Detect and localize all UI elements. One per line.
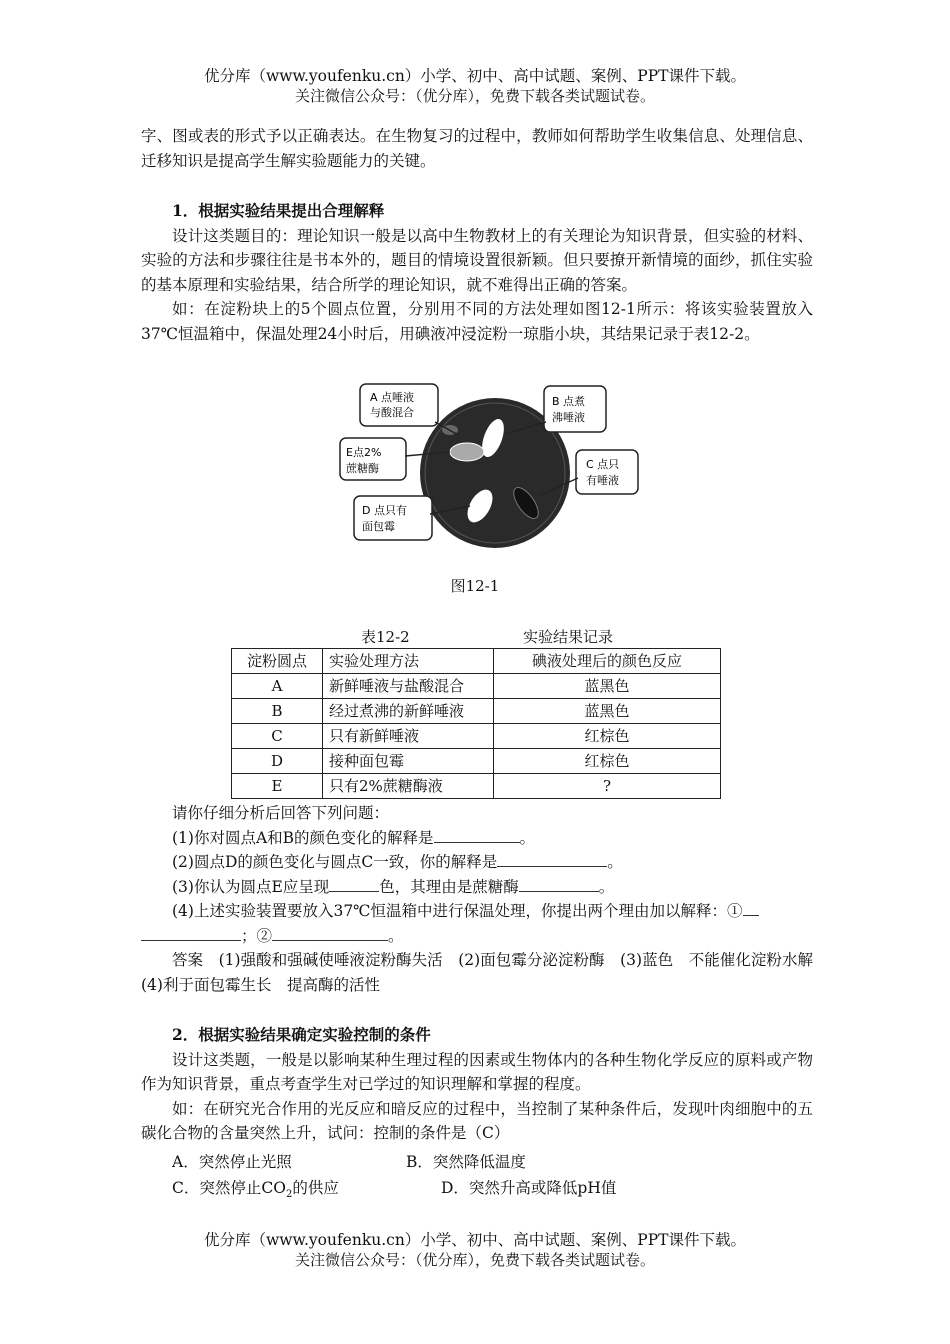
table-cell: E: [232, 774, 323, 799]
question-3-text-a: (3)你认为圆点E应呈现: [172, 877, 330, 896]
answer-blank: [743, 901, 759, 916]
question-1-text: (1)你对圆点A和B的颜色变化的解释是: [172, 828, 434, 847]
question-3: [141, 875, 813, 900]
table-cell: 接种面包霉: [323, 749, 494, 774]
question-4-continued: [141, 924, 813, 949]
answer-blank: [497, 852, 607, 867]
table-cell: D: [232, 749, 323, 774]
section1-paragraph-2: 如：在淀粉块上的5个圆点位置，分别用不同的方法处理如图12-1所示：将该实验装置放入37℃恒温箱中，保温处理24小时后，用碘液冲浸淀粉一琼脂小块，其结果记录于表12-2。: [141, 300, 813, 343]
page-header: [0, 66, 950, 106]
header-line-1: 优分库（www.youfenku.cn）小学、初中、高中试题、案例、PPT课件下载。: [203, 67, 747, 85]
table-row: [232, 749, 721, 774]
table-cell: A: [232, 674, 323, 699]
table-row: [232, 774, 721, 799]
table-row: [232, 674, 721, 699]
table-cell: 新鲜唾液与盐酸混合: [323, 674, 494, 699]
footer-line-2: 关注微信公众号：（优分库），免费下载各类试题试卷。: [294, 1251, 655, 1269]
label-a-line2: 与酸混合: [370, 406, 414, 419]
table-cell: 经过煮沸的新鲜唾液: [323, 699, 494, 724]
table-row: [232, 724, 721, 749]
question-2: [141, 850, 813, 875]
label-b-line1: B 点煮: [552, 395, 586, 408]
table-cell: C: [232, 724, 323, 749]
table-header-cell: 碘液处理后的颜色反应: [494, 649, 721, 674]
label-c-line1: C 点只: [586, 458, 620, 471]
question-2-text: (2)圆点D的颜色变化与圆点C一致，你的解释是: [172, 853, 498, 871]
option-b: B．突然降低温度: [406, 1153, 526, 1171]
question-4: [141, 899, 813, 924]
table-cell: 蓝黑色: [494, 674, 721, 699]
questions-prompt: 请你仔细分析后回答下列问题：: [172, 804, 390, 822]
option-c-sub: 2: [285, 1189, 293, 1201]
option-a: A．突然停止光照: [172, 1153, 292, 1171]
section2-heading: 2．根据实验结果确定实验控制的条件: [172, 1025, 431, 1044]
question-4-period: 。: [388, 926, 404, 945]
table-row: [232, 699, 721, 724]
answer-blank: [141, 926, 241, 941]
table-cell: 蓝黑色: [494, 699, 721, 724]
section1-heading: 1．根据实验结果提出合理解释: [172, 201, 385, 220]
option-c: [172, 1176, 339, 1200]
page-footer: [0, 1230, 950, 1270]
results-table: [231, 648, 721, 799]
table-cell: 红棕色: [494, 749, 721, 774]
table-header-row: [232, 649, 721, 674]
body-top: [141, 124, 813, 346]
question-1-period: 。: [519, 828, 536, 847]
answer-blank: [434, 828, 520, 843]
question-4-text-b: ；②: [241, 926, 273, 945]
table-cell: ?: [494, 774, 721, 799]
table-number: 表12-2: [361, 628, 410, 646]
label-e-line2: 蔗糖酶: [346, 462, 379, 475]
table-cell: 红棕色: [494, 724, 721, 749]
table-cell: 只有新鲜唾液: [323, 724, 494, 749]
question-1: [141, 826, 813, 851]
option-d: D．突然升高或降低pH值: [441, 1179, 617, 1197]
table-header-cell: 淀粉圆点: [232, 649, 323, 674]
table-title: 实验结果记录: [523, 628, 614, 646]
question-3-text-b: 色，其理由是蔗糖酶: [379, 877, 519, 896]
question-4-text: (4)上述实验装置要放入37℃恒温箱中进行保温处理，你提出两个理由加以解释：①: [172, 902, 743, 920]
question-2-period: 。: [607, 853, 623, 871]
spot-e: [450, 443, 484, 461]
section2-paragraph-2: 如：在研究光合作用的光反应和暗反应的过程中，当控制了某种条件后，发现叶肉细胞中的五碳化合物的含量突然上升，试问：控制的条件是（C）: [141, 1099, 813, 1142]
question-3-period: 。: [598, 877, 615, 896]
footer-line-1: 优分库（www.youfenku.cn）小学、初中、高中试题、案例、PPT课件下载。: [203, 1231, 747, 1249]
intro-paragraph: 字、图或表的形式予以正确表达。在生物复习的过程中，教师如何帮助学生收集信息、处理信息、迁移知识是提高学生解实验题能力的关键。: [141, 127, 813, 170]
answer-blank: [519, 877, 599, 892]
section2-paragraph-1: 设计这类题，一般是以影响某种生理过程的因素或生物体内的各种生物化学反应的原料或产物作为知识背景，重点考查学生对已学过的知识理解和掌握的程度。: [141, 1050, 813, 1093]
table-header-cell: 实验处理方法: [323, 649, 494, 674]
answer-paragraph: 答案 (1)强酸和强碱使唾液淀粉酶失活 (2)面包霉分泌淀粉酶 (3)蓝色 不能催化淀粉水解 (4)利于面包霉生长 提高酶的活性: [141, 951, 829, 994]
figure-12-1: [330, 378, 650, 553]
body-bottom: [141, 801, 829, 1146]
label-a-line1: A 点唾液: [370, 391, 415, 404]
label-b-line2: 沸唾液: [552, 411, 585, 424]
figure-caption: 图12-1: [450, 577, 500, 595]
table-cell: 只有2%蔗糖酶液: [323, 774, 494, 799]
section1-paragraph-1: 设计这类题目的：理论知识一般是以高中生物教材上的有关理论为知识背景，但实验的材料、实验的方法和步骤往往是书本外的，题目的情境设置很新颖。但只要撩开新情境的面纱，抓住实验的基本原理和实验结果，结合所学的理论知识，就不难得出正确的答案。: [141, 226, 813, 294]
table-cell: B: [232, 699, 323, 724]
label-d-line2: 面包霉: [362, 520, 395, 533]
label-c-line2: 有唾液: [586, 474, 619, 487]
answer-blank: [329, 877, 379, 892]
option-c-post: 的供应: [292, 1179, 339, 1197]
option-c-pre: C．突然停止CO: [172, 1179, 286, 1197]
label-e-line1: E点2%: [346, 446, 382, 459]
label-d-line1: D 点只有: [362, 504, 407, 517]
header-line-2: 关注微信公众号：（优分库），免费下载各类试题试卷。: [294, 87, 655, 105]
answer-blank: [272, 926, 388, 941]
